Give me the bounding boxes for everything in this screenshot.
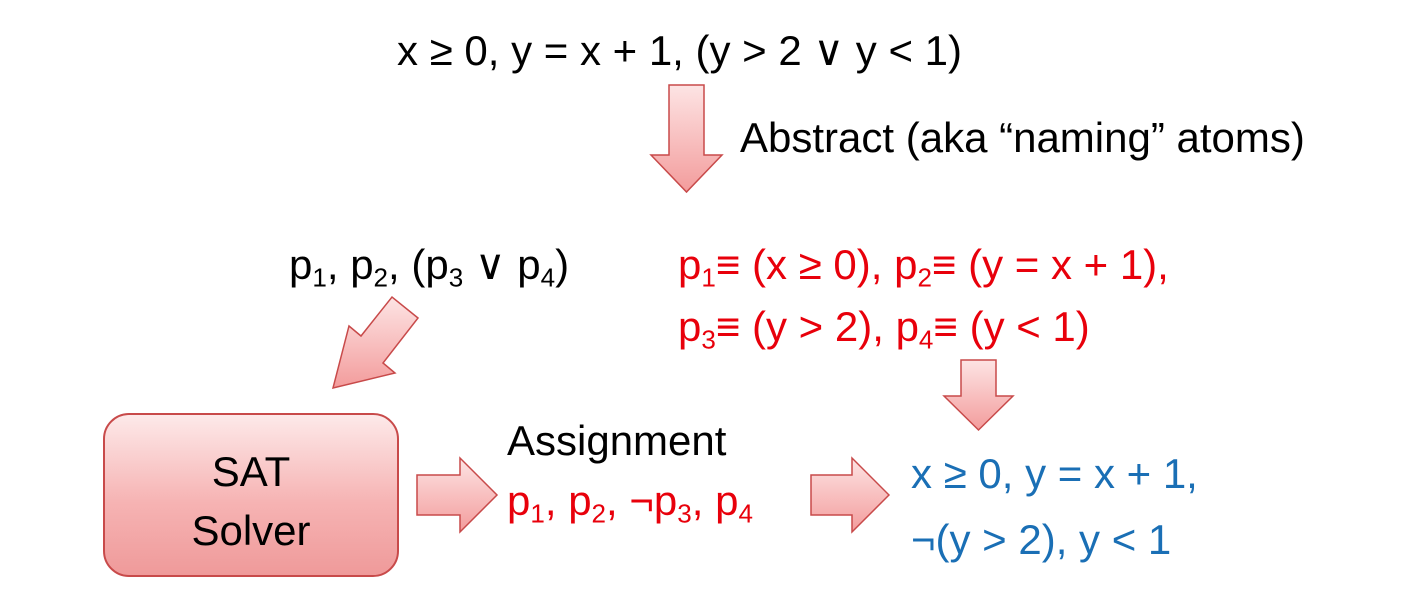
input-formula: x ≥ 0, y = x + 1, (y > 2 ∨ y < 1) [397,27,963,74]
solver-label-line-2: Solver [191,507,311,554]
solver-label-line-1: SAT [211,448,291,495]
definitions-line-2: $p_3\equiv (y > 2)$, $p_4\equiv (y < 1)$ [678,303,1090,355]
result-line-2: ¬(y > 2), y < 1 [911,516,1172,563]
assignment-values: $p_1$, $p_2$, $\neg p_3$, $p_4$ [507,477,753,529]
assignment-label: Assignment [507,417,727,464]
sat-solver-box [103,413,399,577]
abstract-arrow [651,85,722,192]
abstracted-formula: $p_1$, $p_2$, ($p_3$ ∨ $p_4$) [289,241,570,293]
abstract-label: Abstract (aka “naming” atoms) [740,114,1305,161]
result-line-1: x ≥ 0, y = x + 1, [911,450,1198,497]
definitions-arrow [944,360,1013,430]
assignment-to-result-arrow [811,458,889,532]
definitions-line-1: $p_1\equiv (x \ge 0)$, $p_2\equiv (y = x + 1)$, [678,241,1169,293]
to-solver-arrow [333,297,418,388]
solver-to-assignment-arrow [417,458,497,532]
